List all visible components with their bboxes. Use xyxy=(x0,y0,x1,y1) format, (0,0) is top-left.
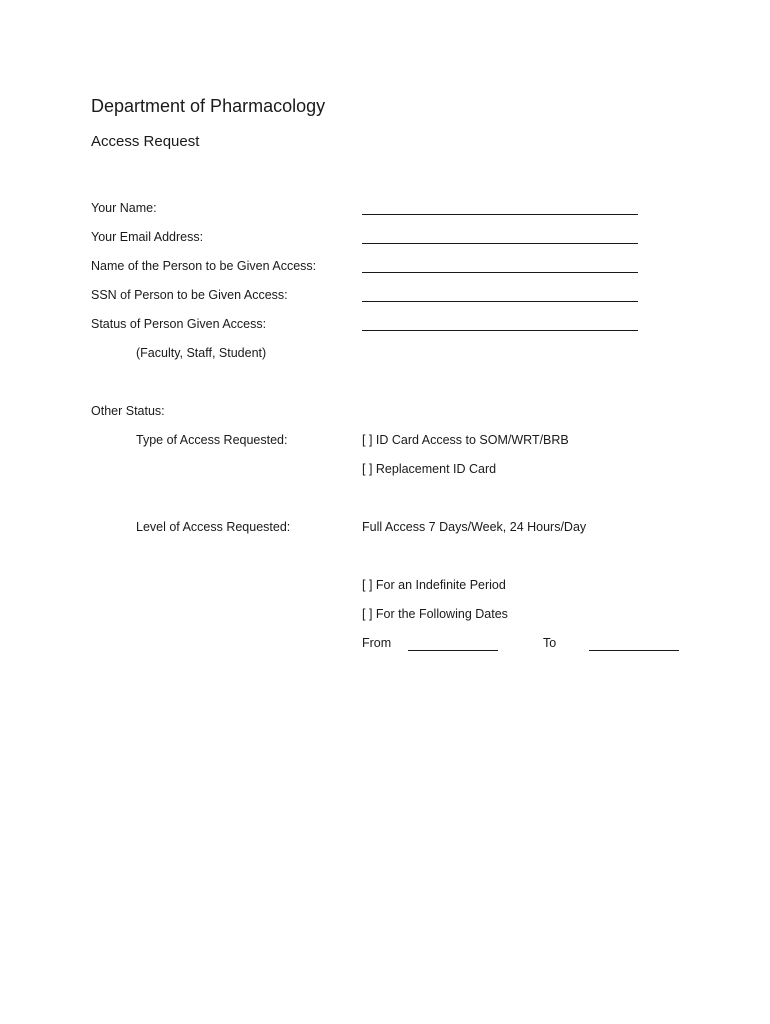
person-name-blank[interactable] xyxy=(362,272,638,273)
from-label: From xyxy=(362,636,392,650)
indefinite-period-option[interactable]: [ ] For an Indefinite Period xyxy=(362,578,506,592)
page-title: Department of Pharmacology xyxy=(91,96,326,116)
following-dates-option[interactable]: [ ] For the Following Dates xyxy=(362,607,508,621)
ssn-blank[interactable] xyxy=(362,301,638,302)
status-hint: (Faculty, Staff, Student) xyxy=(136,346,267,360)
status-blank[interactable] xyxy=(362,330,638,331)
person-name-label: Name of the Person to be Given Access: xyxy=(91,259,317,273)
other-status-label: Other Status: xyxy=(91,404,165,418)
id-card-access-option[interactable]: [ ] ID Card Access to SOM/WRT/BRB xyxy=(362,433,569,447)
from-date-blank[interactable] xyxy=(408,650,498,651)
status-label: Status of Person Given Access: xyxy=(91,317,267,331)
replacement-id-option[interactable]: [ ] Replacement ID Card xyxy=(362,462,497,476)
form-subtitle: Access Request xyxy=(91,133,200,150)
to-date-blank[interactable] xyxy=(589,650,679,651)
access-type-label: Type of Access Requested: xyxy=(136,433,288,447)
to-label: To xyxy=(543,636,557,650)
name-label: Your Name: xyxy=(91,201,157,215)
access-level-value: Full Access 7 Days/Week, 24 Hours/Day xyxy=(362,520,587,534)
access-level-label: Level of Access Requested: xyxy=(136,520,291,534)
ssn-label: SSN of Person to be Given Access: xyxy=(91,288,288,302)
email-label: Your Email Address: xyxy=(91,230,204,244)
email-blank[interactable] xyxy=(362,243,638,244)
name-blank[interactable] xyxy=(362,214,638,215)
